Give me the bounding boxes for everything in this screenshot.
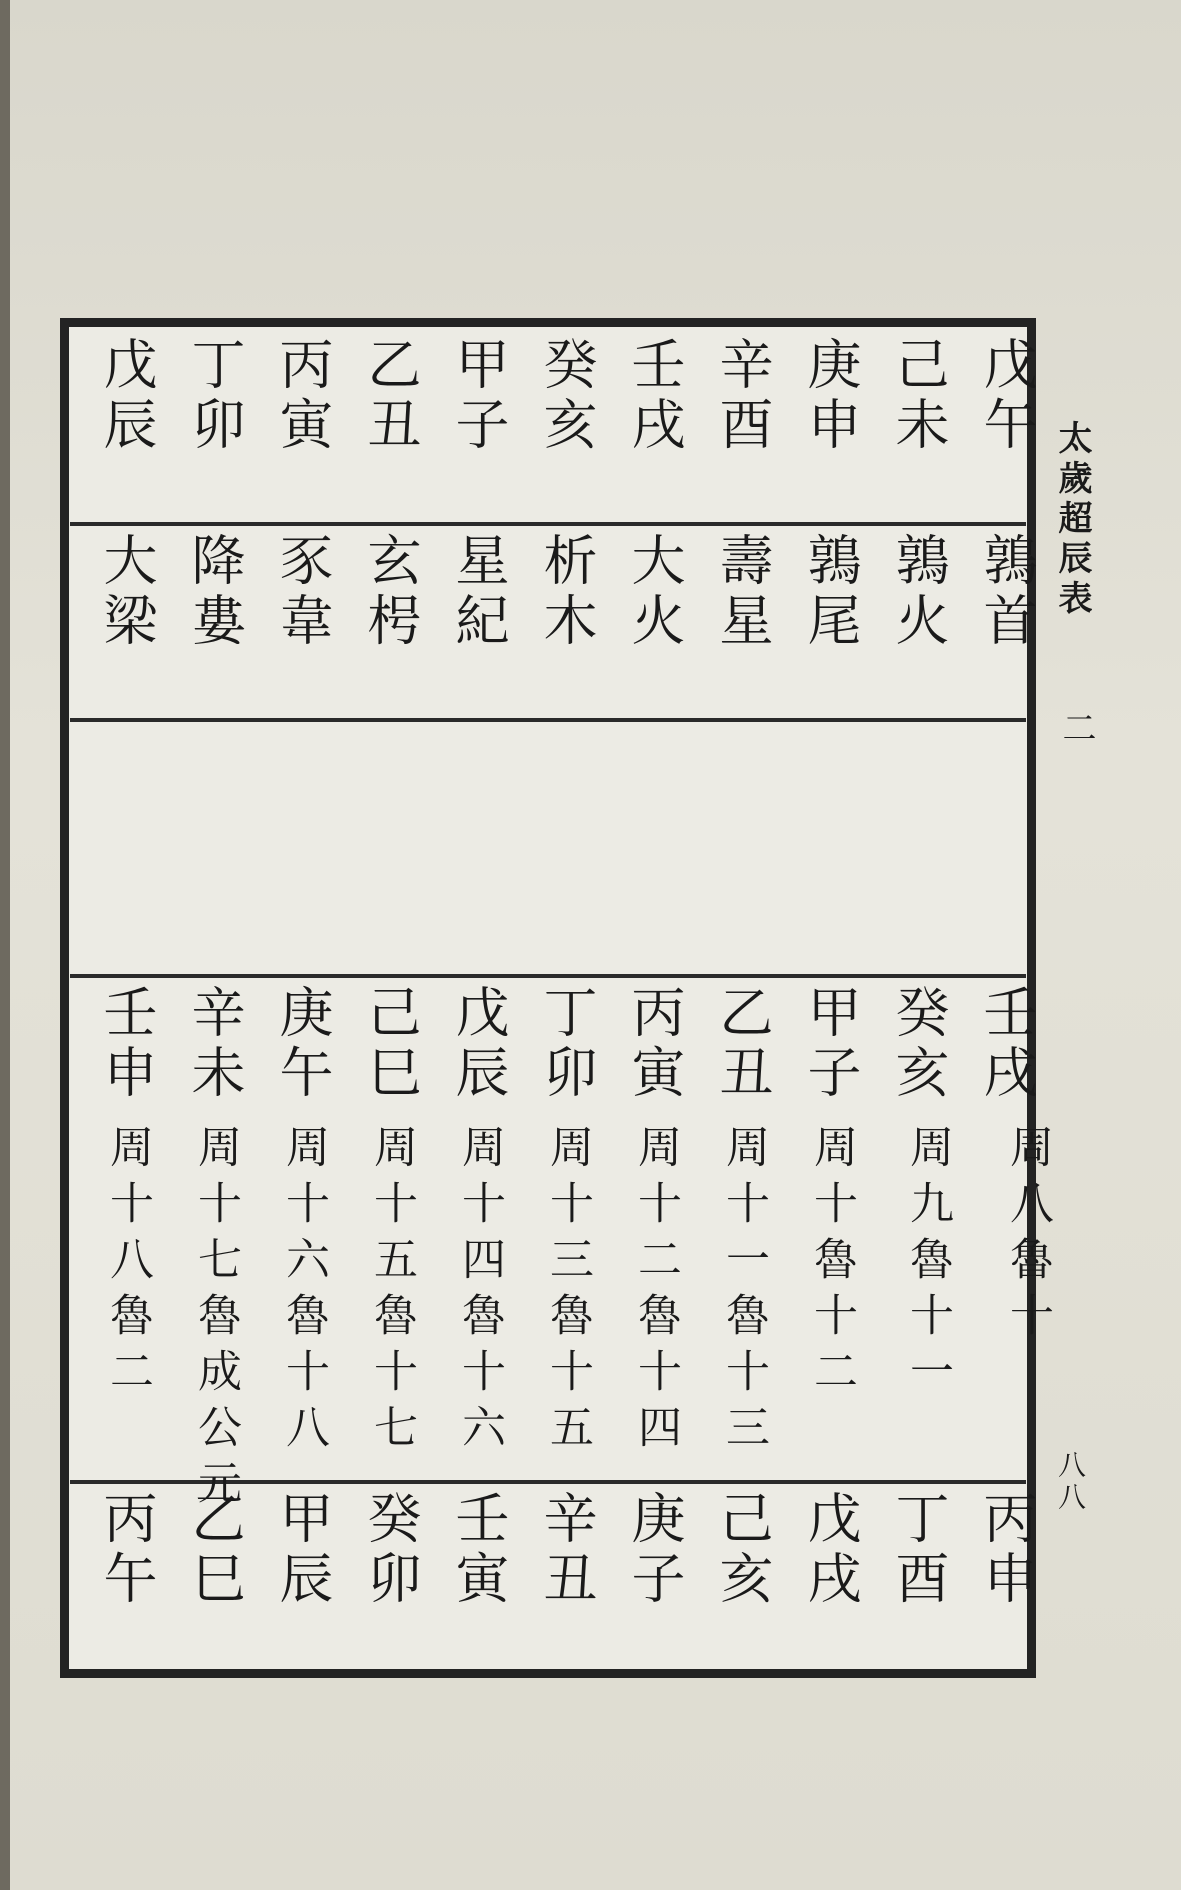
reign-note: 周八魯十 [1002, 1124, 1053, 1348]
reign-note: 周十一魯十三 [718, 1124, 769, 1460]
year-cell: 丁卯 [183, 336, 246, 456]
reign-note: 周十四魯十六 [454, 1124, 505, 1460]
year-cell: 丙午 [95, 1490, 158, 1610]
year-cell: 乙丑 [711, 984, 774, 1104]
row-divider-2 [70, 718, 1026, 722]
reign-note: 周十七魯成公元 [190, 1124, 241, 1516]
year-cell: 己亥 [711, 1490, 774, 1610]
year-cell: 壬戌 [975, 984, 1038, 1104]
year-cell: 辛未 [183, 984, 246, 1104]
year-cell: 乙巳 [183, 1490, 246, 1610]
station-cell: 析木 [535, 532, 598, 652]
station-cell: 星紀 [447, 532, 510, 652]
year-cell: 戊午 [975, 336, 1038, 456]
year-cell: 庚申 [799, 336, 862, 456]
station-cell: 玄枵 [359, 532, 422, 652]
station-cell: 降婁 [183, 532, 246, 652]
row-divider-1 [70, 522, 1026, 526]
year-cell: 癸亥 [535, 336, 598, 456]
year-cell: 甲子 [447, 336, 510, 456]
reign-note: 周十六魯十八 [278, 1124, 329, 1460]
year-cell: 乙丑 [359, 336, 422, 456]
year-cell: 甲子 [799, 984, 862, 1104]
reign-note: 周十二魯十四 [630, 1124, 681, 1460]
station-cell: 鶉尾 [799, 532, 862, 652]
year-cell: 壬戌 [623, 336, 686, 456]
year-cell: 丙寅 [623, 984, 686, 1104]
margin-page-number: 八八 [1054, 1450, 1087, 1514]
reign-note: 周十魯十二 [806, 1124, 857, 1404]
year-cell: 戊戌 [799, 1490, 862, 1610]
reign-note: 周九魯十一 [902, 1124, 953, 1404]
reign-note: 周十八魯二 [102, 1124, 153, 1404]
margin-section-number: 二 [1056, 710, 1096, 744]
margin-title: 太歲超辰表 [1052, 420, 1092, 620]
station-cell: 壽星 [711, 532, 774, 652]
year-cell: 己巳 [359, 984, 422, 1104]
year-cell: 甲辰 [271, 1490, 334, 1610]
year-cell: 丙寅 [271, 336, 334, 456]
year-cell: 癸卯 [359, 1490, 422, 1610]
year-cell: 癸亥 [887, 984, 950, 1104]
year-cell: 戊辰 [95, 336, 158, 456]
year-cell: 己未 [887, 336, 950, 456]
year-cell: 壬申 [95, 984, 158, 1104]
reign-note: 周十五魯十七 [366, 1124, 417, 1460]
year-cell: 丁酉 [887, 1490, 950, 1610]
year-cell: 壬寅 [447, 1490, 510, 1610]
reign-note: 周十三魯十五 [542, 1124, 593, 1460]
year-cell: 庚午 [271, 984, 334, 1104]
station-cell: 大梁 [95, 532, 158, 652]
year-cell: 辛丑 [535, 1490, 598, 1610]
row-divider-3 [70, 974, 1026, 978]
year-cell: 辛酉 [711, 336, 774, 456]
year-cell: 丁卯 [535, 984, 598, 1104]
year-cell: 戊辰 [447, 984, 510, 1104]
year-cell: 庚子 [623, 1490, 686, 1610]
year-cell: 丙申 [975, 1490, 1038, 1610]
book-spine-edge [0, 0, 10, 1890]
station-cell: 豕韋 [271, 532, 334, 652]
station-cell: 鶉首 [975, 532, 1038, 652]
station-cell: 大火 [623, 532, 686, 652]
station-cell: 鶉火 [887, 532, 950, 652]
